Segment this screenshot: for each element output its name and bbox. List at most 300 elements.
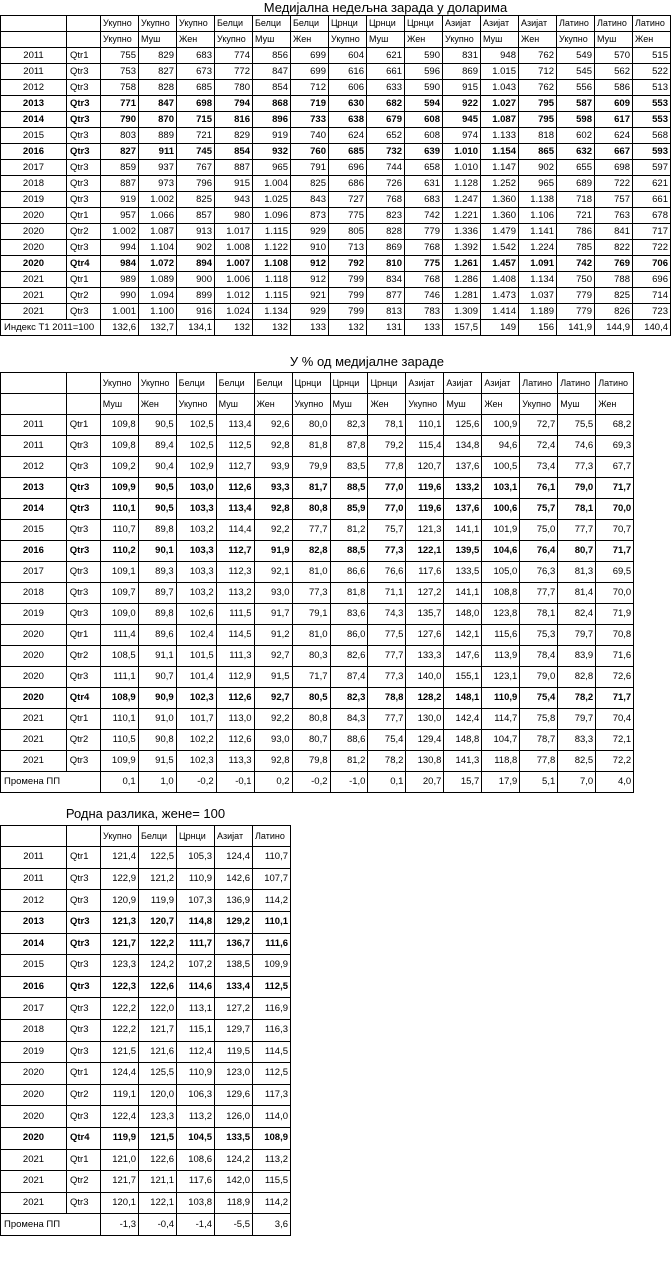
quarter-cell: Qtr3: [66, 436, 100, 457]
value-cell: 113,2: [216, 583, 254, 604]
table-row: [1, 1192, 291, 1214]
value-cell: 598: [557, 112, 595, 128]
column-subheader: Муш: [595, 32, 633, 48]
value-cell: 90,8: [138, 730, 176, 751]
column-header: Белци: [216, 373, 254, 394]
value-cell: 112,6: [216, 688, 254, 709]
value-cell: 78,8: [368, 688, 406, 709]
value-cell: 828: [139, 80, 177, 96]
value-cell: 115,5: [253, 1171, 291, 1193]
value-cell: 624: [329, 128, 367, 144]
table-row: [1, 48, 671, 64]
value-cell: 859: [101, 160, 139, 176]
value-cell: 732: [367, 144, 405, 160]
value-cell: 103,2: [176, 583, 216, 604]
value-cell: 106,3: [177, 1084, 215, 1106]
value-cell: 785: [557, 240, 595, 256]
value-cell: 114,6: [177, 976, 215, 998]
column-header: Латино: [596, 373, 634, 394]
value-cell: 114,8: [177, 911, 215, 933]
year-cell: 2016: [1, 144, 67, 160]
value-cell: 124,2: [215, 1149, 253, 1171]
value-cell: 127,2: [406, 583, 444, 604]
value-cell: 110,1: [100, 709, 138, 730]
table-row: [1, 128, 671, 144]
value-cell: 1.122: [253, 240, 291, 256]
value-cell: 148,1: [444, 688, 482, 709]
column-subheader: Муш: [253, 32, 291, 48]
value-cell: 101,7: [176, 709, 216, 730]
change-label: Промена ПП: [1, 1214, 101, 1236]
value-cell: 121,1: [139, 1171, 177, 1193]
value-cell: 1.309: [443, 304, 481, 320]
value-cell: 822: [595, 240, 633, 256]
change-value: 0,1: [368, 772, 406, 793]
value-cell: 717: [633, 224, 671, 240]
value-cell: 73,4: [520, 457, 558, 478]
value-cell: 111,3: [216, 646, 254, 667]
table-row: [1, 96, 671, 112]
value-cell: 1.286: [443, 272, 481, 288]
value-cell: 122,0: [139, 998, 177, 1020]
column-subheader: Укупно: [176, 394, 216, 415]
value-cell: 957: [101, 208, 139, 224]
value-cell: 744: [367, 160, 405, 176]
column-subheader: Укупно: [443, 32, 481, 48]
table-row: [1, 955, 291, 977]
value-cell: 92,6: [254, 415, 292, 436]
value-cell: 113,9: [482, 646, 520, 667]
value-cell: 118,9: [215, 1192, 253, 1214]
value-cell: 81,8: [330, 583, 368, 604]
value-cell: 120,7: [139, 911, 177, 933]
change-value: -0,4: [139, 1214, 177, 1236]
value-cell: 133,4: [215, 976, 253, 998]
value-cell: 119,1: [101, 1084, 139, 1106]
value-cell: 1.414: [481, 304, 519, 320]
quarter-cell: Qtr4: [66, 688, 100, 709]
value-cell: 608: [405, 128, 443, 144]
column-header: Азијат: [519, 16, 557, 32]
value-cell: 72,7: [520, 415, 558, 436]
value-cell: 90,5: [138, 478, 176, 499]
year-cell: 2016: [1, 541, 67, 562]
value-cell: 83,5: [330, 457, 368, 478]
year-cell: 2013: [1, 478, 67, 499]
value-cell: 80,8: [292, 499, 330, 520]
change-value: -1,0: [330, 772, 368, 793]
value-cell: 762: [519, 80, 557, 96]
value-cell: 774: [215, 48, 253, 64]
value-cell: 79,9: [292, 457, 330, 478]
quarter-cell: Qtr3: [67, 890, 101, 912]
value-cell: 78,2: [558, 688, 596, 709]
value-cell: 123,0: [215, 1063, 253, 1085]
value-cell: 1.479: [481, 224, 519, 240]
year-cell: 2020: [1, 208, 67, 224]
quarter-cell: Qtr3: [67, 64, 101, 80]
year-cell: 2021: [1, 1149, 67, 1171]
value-cell: 108,9: [253, 1127, 291, 1149]
value-cell: 110,2: [100, 541, 138, 562]
value-cell: 1.252: [481, 176, 519, 192]
value-cell: 107,3: [177, 890, 215, 912]
blank-cell: [1, 825, 67, 847]
value-cell: 937: [139, 160, 177, 176]
quarter-cell: Qtr1: [66, 625, 100, 646]
value-cell: 112,4: [177, 1041, 215, 1063]
value-cell: 93,9: [254, 457, 292, 478]
column-subheader: Жен: [291, 32, 329, 48]
column-header: Црнци: [405, 16, 443, 32]
value-cell: 113,0: [216, 709, 254, 730]
column-subheader: Укупно: [101, 32, 139, 48]
year-cell: 2015: [1, 128, 67, 144]
table-row: [1, 478, 672, 499]
value-cell: 965: [519, 176, 557, 192]
value-cell: 121,0: [101, 1149, 139, 1171]
value-cell: 1.010: [443, 160, 481, 176]
value-cell: 91,0: [138, 709, 176, 730]
value-cell: 75,4: [368, 730, 406, 751]
value-cell: 922: [443, 96, 481, 112]
quarter-cell: Qtr3: [66, 541, 100, 562]
value-cell: 631: [405, 176, 443, 192]
value-cell: 834: [367, 272, 405, 288]
year-cell: 2021: [1, 304, 67, 320]
column-subheader: Жен: [482, 394, 520, 415]
value-cell: 115,6: [482, 625, 520, 646]
value-cell: 81,0: [292, 625, 330, 646]
value-cell: 112,5: [216, 436, 254, 457]
table-row: [1, 457, 672, 478]
year-cell: 2021: [1, 1171, 67, 1193]
value-cell: 1.189: [519, 304, 557, 320]
year-cell: 2011: [1, 868, 67, 890]
value-cell: 1.141: [519, 224, 557, 240]
value-cell: 771: [101, 96, 139, 112]
value-cell: 118,8: [482, 751, 520, 772]
value-cell: 141,1: [444, 583, 482, 604]
year-cell: 2013: [1, 96, 67, 112]
value-cell: 91,1: [138, 646, 176, 667]
value-cell: 141,1: [444, 520, 482, 541]
value-cell: 1.128: [443, 176, 481, 192]
table-row: [1, 688, 672, 709]
index-value: 132: [253, 320, 291, 336]
table-row: [1, 998, 291, 1020]
quarter-cell: Qtr2: [67, 1171, 101, 1193]
value-cell: 869: [443, 64, 481, 80]
column-header: Азијат: [406, 373, 444, 394]
index-value: 144,9: [595, 320, 633, 336]
blank-cell: [1, 0, 101, 16]
column-header: Азијат: [444, 373, 482, 394]
value-cell: 685: [329, 144, 367, 160]
value-cell: 79,1: [292, 604, 330, 625]
column-subheader: Муш: [481, 32, 519, 48]
value-cell: 706: [633, 256, 671, 272]
value-cell: 1.008: [215, 240, 253, 256]
value-cell: 621: [367, 48, 405, 64]
value-cell: 75,7: [368, 520, 406, 541]
quarter-cell: Qtr1: [66, 709, 100, 730]
section-title: Медијална недељна зарада у доларима: [101, 0, 671, 16]
column-subheader: Жен: [368, 394, 406, 415]
value-cell: 100,6: [482, 499, 520, 520]
year-cell: 2020: [1, 688, 67, 709]
value-cell: 122,1: [139, 1192, 177, 1214]
value-cell: 90,5: [138, 499, 176, 520]
quarter-cell: Qtr1: [66, 415, 100, 436]
value-cell: 1.066: [139, 208, 177, 224]
value-cell: 136,9: [215, 890, 253, 912]
value-cell: 788: [595, 272, 633, 288]
table-row: [1, 436, 672, 457]
value-cell: 93,3: [254, 478, 292, 499]
value-cell: 570: [595, 48, 633, 64]
year-cell: 2021: [1, 1192, 67, 1214]
value-cell: 114,5: [216, 625, 254, 646]
table-row: [1, 562, 672, 583]
year-cell: 2015: [1, 955, 67, 977]
blank-cell: [67, 16, 101, 32]
value-cell: 827: [139, 64, 177, 80]
value-cell: 1.100: [139, 304, 177, 320]
value-cell: 624: [595, 128, 633, 144]
value-cell: 70,7: [596, 520, 634, 541]
table-row: [1, 541, 672, 562]
quarter-cell: Qtr3: [67, 1106, 101, 1128]
value-cell: 78,2: [368, 751, 406, 772]
year-cell: 2020: [1, 1063, 67, 1085]
value-cell: 90,4: [138, 457, 176, 478]
value-cell: 72,1: [596, 730, 634, 751]
table-row: [1, 144, 671, 160]
quarter-cell: Qtr3: [67, 868, 101, 890]
value-cell: 943: [215, 192, 253, 208]
value-cell: 911: [139, 144, 177, 160]
value-cell: 652: [367, 128, 405, 144]
column-subheader: Укупно: [329, 32, 367, 48]
value-cell: 902: [519, 160, 557, 176]
year-cell: 2015: [1, 520, 67, 541]
year-cell: 2021: [1, 288, 67, 304]
quarter-cell: Qtr3: [67, 1192, 101, 1214]
value-cell: 887: [101, 176, 139, 192]
column-subheader: Укупно: [520, 394, 558, 415]
value-cell: 108,5: [100, 646, 138, 667]
value-cell: 114,7: [482, 709, 520, 730]
value-cell: 71,7: [596, 688, 634, 709]
table-row: [1, 272, 671, 288]
value-cell: 122,9: [101, 868, 139, 890]
value-cell: 91,5: [138, 751, 176, 772]
change-row: [1, 1214, 291, 1236]
quarter-cell: Qtr3: [66, 583, 100, 604]
blank-cell: [1, 394, 67, 415]
index-value: 141,9: [557, 320, 595, 336]
year-cell: 2014: [1, 499, 67, 520]
value-cell: 1.002: [139, 192, 177, 208]
value-cell: 587: [557, 96, 595, 112]
value-cell: 813: [367, 304, 405, 320]
table-row: [1, 160, 671, 176]
value-cell: 1.147: [481, 160, 519, 176]
change-value: 7,0: [558, 772, 596, 793]
year-cell: 2014: [1, 933, 67, 955]
quarter-cell: Qtr2: [67, 1084, 101, 1106]
value-cell: 135,7: [406, 604, 444, 625]
table-row: [1, 1041, 291, 1063]
value-cell: 122,4: [101, 1106, 139, 1128]
value-cell: 590: [405, 80, 443, 96]
value-cell: 113,1: [177, 998, 215, 1020]
value-cell: 110,1: [406, 415, 444, 436]
value-cell: 102,2: [176, 730, 216, 751]
value-cell: 89,8: [138, 604, 176, 625]
value-cell: 1.006: [215, 272, 253, 288]
value-cell: 70,8: [596, 625, 634, 646]
value-cell: 769: [595, 256, 633, 272]
value-cell: 823: [367, 208, 405, 224]
value-cell: 104,5: [177, 1127, 215, 1149]
value-cell: 112,5: [253, 976, 291, 998]
value-cell: 1.007: [215, 256, 253, 272]
quarter-cell: Qtr3: [66, 751, 100, 772]
value-cell: 75,4: [520, 688, 558, 709]
value-cell: 696: [633, 272, 671, 288]
column-header: Латино: [253, 825, 291, 847]
value-cell: 768: [405, 272, 443, 288]
value-cell: 122,2: [101, 1019, 139, 1041]
value-cell: 779: [557, 304, 595, 320]
value-cell: 790: [101, 112, 139, 128]
value-cell: 556: [557, 80, 595, 96]
value-cell: 89,4: [138, 436, 176, 457]
value-cell: 686: [329, 176, 367, 192]
column-subheader: Жен: [177, 32, 215, 48]
column-subheader: Муш: [216, 394, 254, 415]
change-value: -0,1: [216, 772, 254, 793]
column-subheader: Жен: [633, 32, 671, 48]
value-cell: 116,3: [253, 1019, 291, 1041]
value-cell: 854: [215, 144, 253, 160]
gender-gap-table: [0, 800, 291, 1236]
year-cell: 2011: [1, 436, 67, 457]
year-cell: 2019: [1, 1041, 67, 1063]
value-cell: 80,7: [292, 730, 330, 751]
value-cell: 77,3: [368, 667, 406, 688]
value-cell: 1.473: [481, 288, 519, 304]
year-cell: 2013: [1, 911, 67, 933]
value-cell: 810: [367, 256, 405, 272]
value-cell: 915: [215, 176, 253, 192]
year-cell: 2017: [1, 998, 67, 1020]
value-cell: 125,6: [444, 415, 482, 436]
value-cell: 76,6: [368, 562, 406, 583]
value-cell: 698: [595, 160, 633, 176]
value-cell: 877: [367, 288, 405, 304]
value-cell: 133,2: [444, 478, 482, 499]
change-value: 5,1: [520, 772, 558, 793]
value-cell: 117,3: [253, 1084, 291, 1106]
change-value: -1,4: [177, 1214, 215, 1236]
value-cell: 80,7: [558, 541, 596, 562]
value-cell: 667: [595, 144, 633, 160]
column-subheader: Укупно: [406, 394, 444, 415]
blank-cell: [1, 352, 101, 373]
value-cell: 78,7: [520, 730, 558, 751]
value-cell: 87,4: [330, 667, 368, 688]
change-value: 20,7: [406, 772, 444, 793]
value-cell: 768: [405, 240, 443, 256]
value-cell: 119,9: [139, 890, 177, 912]
table-row: [1, 583, 672, 604]
value-cell: 77,0: [368, 499, 406, 520]
table-row: [1, 288, 671, 304]
value-cell: 123,8: [482, 604, 520, 625]
value-cell: 1.336: [443, 224, 481, 240]
quarter-cell: Qtr3: [67, 80, 101, 96]
value-cell: 733: [291, 112, 329, 128]
value-cell: 1.138: [519, 192, 557, 208]
value-cell: 69,5: [596, 562, 634, 583]
value-cell: 103,3: [176, 499, 216, 520]
column-header: Укупно: [101, 825, 139, 847]
value-cell: 110,1: [253, 911, 291, 933]
value-cell: 545: [557, 64, 595, 80]
quarter-cell: Qtr2: [67, 224, 101, 240]
value-cell: 1.115: [253, 224, 291, 240]
value-cell: 71,7: [596, 478, 634, 499]
value-cell: 103,8: [177, 1192, 215, 1214]
table-row: [1, 64, 671, 80]
value-cell: 1.408: [481, 272, 519, 288]
value-cell: 75,3: [520, 625, 558, 646]
value-cell: 827: [101, 144, 139, 160]
change-value: 15,7: [444, 772, 482, 793]
value-cell: 816: [215, 112, 253, 128]
value-cell: 604: [329, 48, 367, 64]
value-cell: 1.025: [253, 192, 291, 208]
value-cell: 75,7: [520, 499, 558, 520]
value-cell: 86,0: [330, 625, 368, 646]
value-cell: 88,6: [330, 730, 368, 751]
value-cell: 129,2: [215, 911, 253, 933]
column-header: Латино: [520, 373, 558, 394]
value-cell: 107,7: [253, 868, 291, 890]
value-cell: 112,6: [216, 478, 254, 499]
value-cell: 795: [519, 112, 557, 128]
value-cell: 791: [291, 160, 329, 176]
value-cell: 714: [633, 288, 671, 304]
blank-cell: [1, 32, 67, 48]
table-row: [1, 1084, 291, 1106]
table-row: [1, 192, 671, 208]
value-cell: 83,9: [558, 646, 596, 667]
value-cell: 81,7: [292, 478, 330, 499]
quarter-cell: Qtr3: [67, 112, 101, 128]
value-cell: 75,5: [558, 415, 596, 436]
year-cell: 2020: [1, 667, 67, 688]
year-cell: 2018: [1, 583, 67, 604]
table-row: [1, 976, 291, 998]
column-header: Азијат: [443, 16, 481, 32]
value-cell: 130,8: [406, 751, 444, 772]
year-cell: 2014: [1, 112, 67, 128]
value-cell: 120,7: [406, 457, 444, 478]
